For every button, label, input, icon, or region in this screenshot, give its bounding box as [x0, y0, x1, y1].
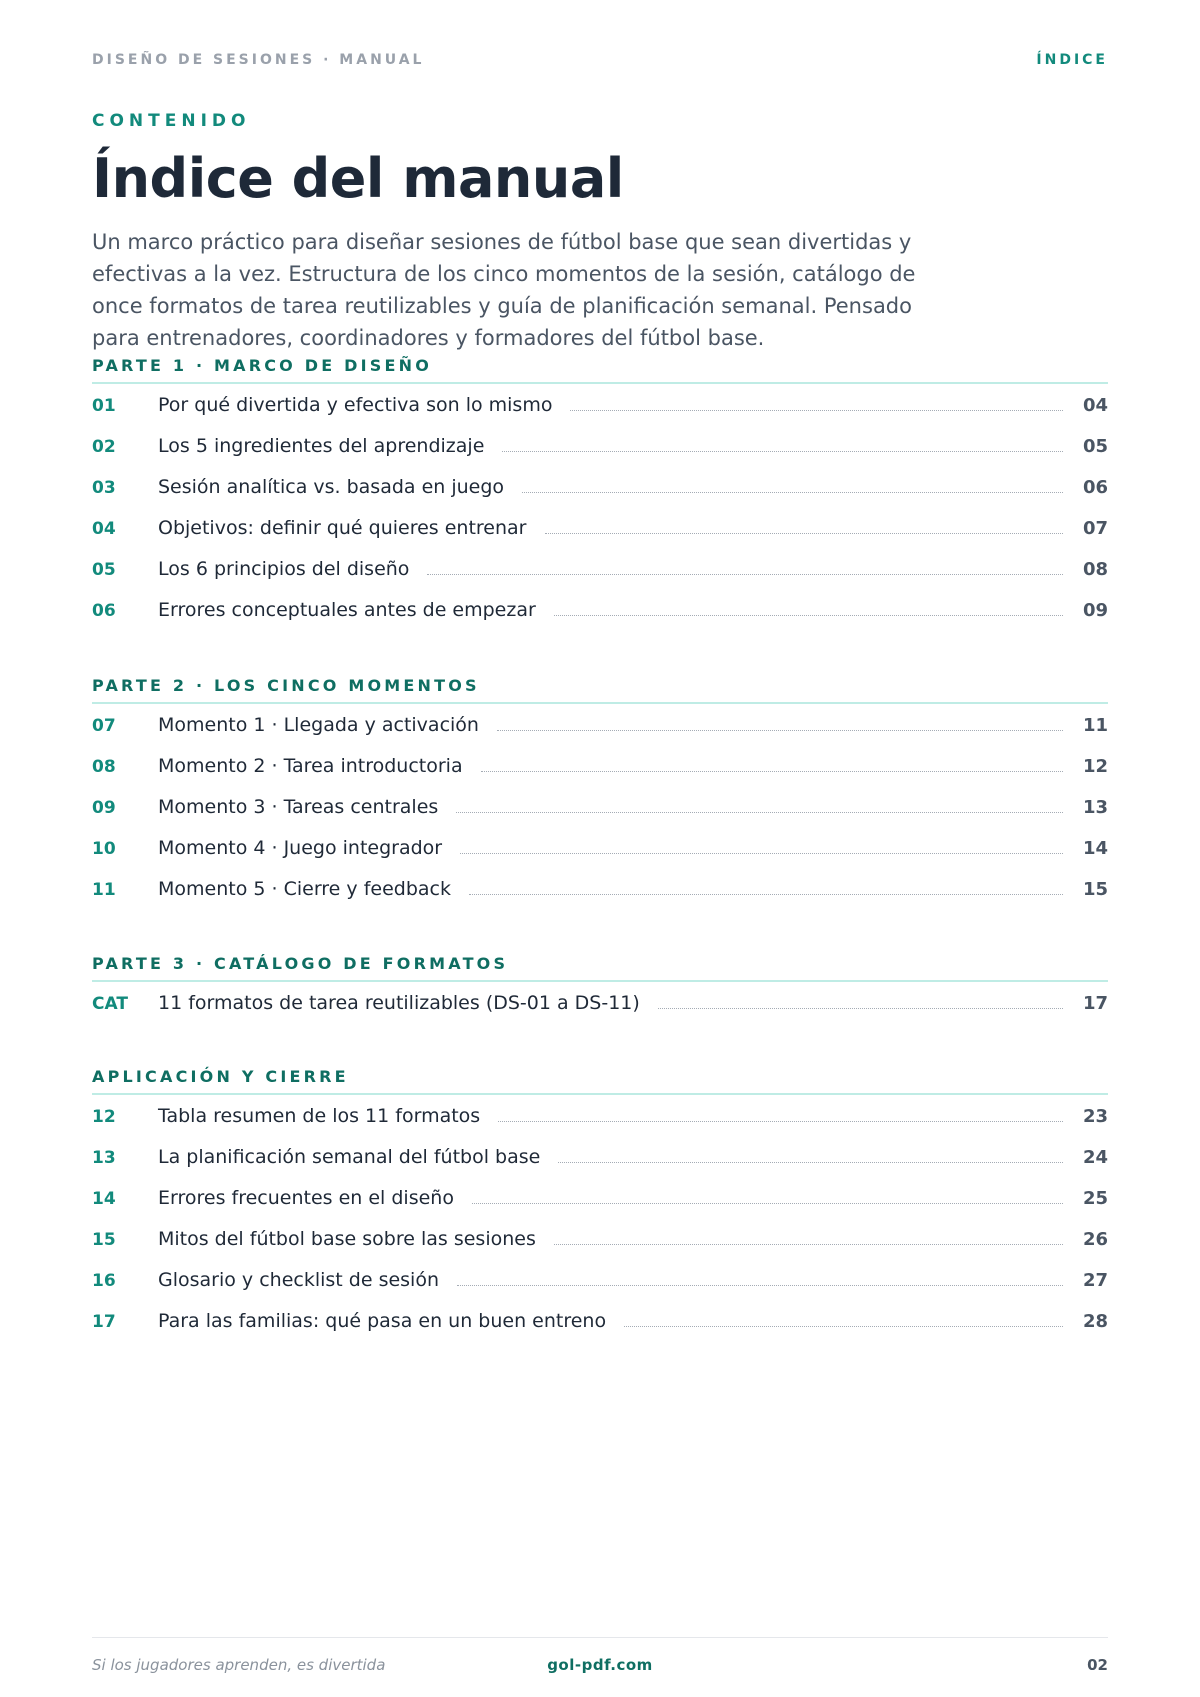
footer-divider [92, 1637, 1108, 1638]
entry-number: 10 [92, 839, 116, 859]
entry-page: 25 [1082, 1188, 1108, 1209]
entry-number: 15 [92, 1230, 116, 1250]
entry-number: 12 [92, 1107, 116, 1127]
toc-entry[interactable] [92, 827, 1108, 868]
running-header-section: ÍNDICE [1036, 52, 1108, 68]
toc-list [92, 384, 1108, 630]
entry-page: 26 [1082, 1229, 1108, 1250]
eyebrow-label: CONTENIDO [92, 111, 251, 131]
entry-page: 06 [1082, 477, 1108, 498]
entry-page: 12 [1082, 756, 1108, 777]
dot-leader [522, 492, 1063, 493]
toc-entry[interactable] [92, 507, 1108, 548]
entry-title: Errores conceptuales antes de empezar [158, 599, 536, 621]
dot-leader [545, 533, 1063, 534]
toc-entry[interactable] [92, 466, 1108, 507]
entry-title: Momento 5 · Cierre y feedback [158, 878, 451, 900]
running-header-title: DISEÑO DE SESIONES · MANUAL [92, 52, 425, 68]
footer-site-link[interactable]: gol-pdf.com [547, 1656, 653, 1674]
section-heading: PARTE 1 · MARCO DE DISEÑO [92, 356, 433, 375]
dot-leader [472, 1203, 1063, 1204]
toc-entry[interactable] [92, 548, 1108, 589]
entry-page: 28 [1082, 1311, 1108, 1332]
entry-number: CAT [92, 994, 128, 1014]
toc-list [92, 704, 1108, 909]
dot-leader [469, 894, 1063, 895]
running-header [92, 52, 1108, 68]
entry-title: 11 formatos de tarea reutilizables (DS-01 a DS-11) [158, 992, 640, 1014]
entry-number: 07 [92, 716, 116, 736]
entry-title: Momento 4 · Juego integrador [158, 837, 443, 859]
toc-section-1 [92, 356, 1108, 630]
toc-entry[interactable] [92, 1259, 1108, 1300]
toc-entry[interactable] [92, 704, 1108, 745]
entry-title: Los 6 principios del diseño [158, 558, 410, 580]
entry-title: Errores frecuentes en el diseño [158, 1187, 454, 1209]
entry-title: Tabla resumen de los 11 formatos [158, 1105, 481, 1127]
dot-leader [554, 1244, 1063, 1245]
dot-leader [457, 1285, 1063, 1286]
dot-leader [497, 730, 1063, 731]
entry-number: 13 [92, 1148, 116, 1168]
entry-number: 08 [92, 757, 116, 777]
dot-leader [570, 410, 1062, 411]
toc-section-4 [92, 1067, 1108, 1341]
entry-title: Sesión analítica vs. basada en juego [158, 476, 505, 498]
entry-page: 14 [1082, 838, 1108, 859]
entry-number: 02 [92, 437, 116, 457]
section-heading: APLICACIÓN Y CIERRE [92, 1067, 349, 1086]
entry-title: Para las familias: qué pasa en un buen entreno [158, 1310, 607, 1332]
entry-page: 13 [1082, 797, 1108, 818]
entry-title: Los 5 ingredientes del aprendizaje [158, 435, 485, 457]
entry-page: 17 [1082, 993, 1108, 1014]
toc-entry[interactable] [92, 425, 1108, 466]
dot-leader [554, 615, 1063, 616]
entry-title: Objetivos: definir qué quieres entrenar [158, 517, 527, 539]
entry-number: 17 [92, 1312, 116, 1332]
page [92, 0, 1108, 1697]
entry-page: 24 [1082, 1147, 1108, 1168]
entry-title: Momento 3 · Tareas centrales [158, 796, 439, 818]
entry-title: Glosario y checklist de sesión [158, 1269, 440, 1291]
entry-page: 07 [1082, 518, 1108, 539]
entry-page: 08 [1082, 559, 1108, 580]
toc-entry[interactable] [92, 868, 1108, 909]
toc-entry[interactable] [92, 1136, 1108, 1177]
entry-page: 05 [1082, 436, 1108, 457]
entry-page: 15 [1082, 879, 1108, 900]
section-heading: PARTE 2 · LOS CINCO MOMENTOS [92, 676, 480, 695]
entry-number: 11 [92, 880, 116, 900]
dot-leader [456, 812, 1063, 813]
dot-leader [481, 771, 1063, 772]
toc-entry[interactable] [92, 1218, 1108, 1259]
dot-leader [460, 853, 1063, 854]
entry-number: 05 [92, 560, 116, 580]
toc-list [92, 982, 1108, 1023]
entry-title: La planificación semanal del fútbol base [158, 1146, 541, 1168]
page-title: Índice del manual [92, 147, 624, 210]
entry-number: 14 [92, 1189, 116, 1209]
dot-leader [502, 451, 1063, 452]
toc-entry[interactable] [92, 745, 1108, 786]
entry-page: 09 [1082, 600, 1108, 621]
entry-page: 27 [1082, 1270, 1108, 1291]
toc-section-3 [92, 954, 1108, 1023]
entry-number: 06 [92, 601, 116, 621]
entry-title: Momento 2 · Tarea introductoria [158, 755, 463, 777]
entry-title: Por qué divertida y efectiva son lo mismo [158, 394, 553, 416]
footer-tagline: Si los jugadores aprenden, es divertida [92, 1656, 386, 1674]
intro-paragraph: Un marco práctico para diseñar sesiones de fútbol base que sean divertidas y efectivas a la vez. Estructura de los cinco momentos de la sesión, catálogo de once formatos de tarea reutilizables y guía de planificación semanal. Pensado para entrenadores, coordinadores y formadores del fútbol base. [92, 230, 916, 350]
dot-leader [498, 1121, 1063, 1122]
page-footer [92, 1656, 1108, 1674]
toc-entry[interactable] [92, 1095, 1108, 1136]
entry-number: 09 [92, 798, 116, 818]
entry-number: 04 [92, 519, 116, 539]
toc-section-2 [92, 676, 1108, 909]
entry-title: Mitos del fútbol base sobre las sesiones [158, 1228, 536, 1250]
section-heading: PARTE 3 · CATÁLOGO DE FORMATOS [92, 954, 509, 973]
entry-page: 23 [1082, 1106, 1108, 1127]
footer-page-number: 02 [1087, 1656, 1108, 1674]
dot-leader [658, 1008, 1063, 1009]
toc-entry[interactable] [92, 1300, 1108, 1341]
entry-page: 11 [1082, 715, 1108, 736]
toc-entry[interactable] [92, 786, 1108, 827]
entry-page: 04 [1082, 395, 1108, 416]
dot-leader [427, 574, 1063, 575]
toc-entry[interactable] [92, 1177, 1108, 1218]
entry-title: Momento 1 · Llegada y activación [158, 714, 479, 736]
toc-list [92, 1095, 1108, 1341]
entry-number: 03 [92, 478, 116, 498]
toc-entry[interactable] [92, 589, 1108, 630]
dot-leader [558, 1162, 1063, 1163]
toc-entry[interactable] [92, 982, 1108, 1023]
dot-leader [624, 1326, 1063, 1327]
toc-entry[interactable] [92, 384, 1108, 425]
entry-number: 01 [92, 396, 116, 416]
entry-number: 16 [92, 1271, 116, 1291]
